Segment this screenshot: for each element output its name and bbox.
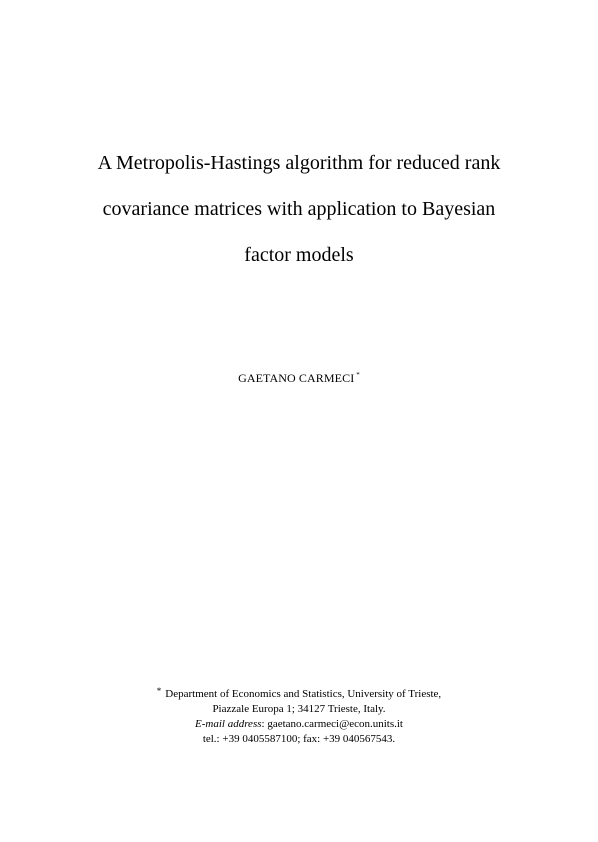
email-address: gaetano.carmeci@econ.units.it	[267, 718, 403, 730]
author-name: GAETANO CARMECI	[238, 371, 355, 385]
author-block	[0, 370, 598, 386]
affiliation-footnote-mark: *	[156, 686, 162, 696]
title-line-1: A Metropolis-Hastings algorithm for reduced rank	[97, 152, 501, 174]
affiliation-email	[40, 717, 558, 732]
affiliation-phone-fax: tel.: +39 0405587100; fax: +39 040567543.	[202, 733, 396, 745]
affiliation-block	[40, 687, 558, 747]
email-label: E-mail address	[195, 718, 262, 730]
affiliation-address: Piazzale Europa 1; 34127 Trieste, Italy.	[212, 703, 386, 715]
email-separator: :	[261, 718, 268, 730]
affiliation-department: Department of Economics and Statistics, University of Trieste,	[165, 688, 442, 700]
title-line-3: factor models	[244, 244, 354, 266]
author-footnote-mark: *	[356, 371, 360, 379]
paper-title	[40, 140, 558, 278]
title-line-2: covariance matrices with application to Bayesian	[102, 198, 496, 220]
affiliation-line-1	[40, 687, 558, 702]
